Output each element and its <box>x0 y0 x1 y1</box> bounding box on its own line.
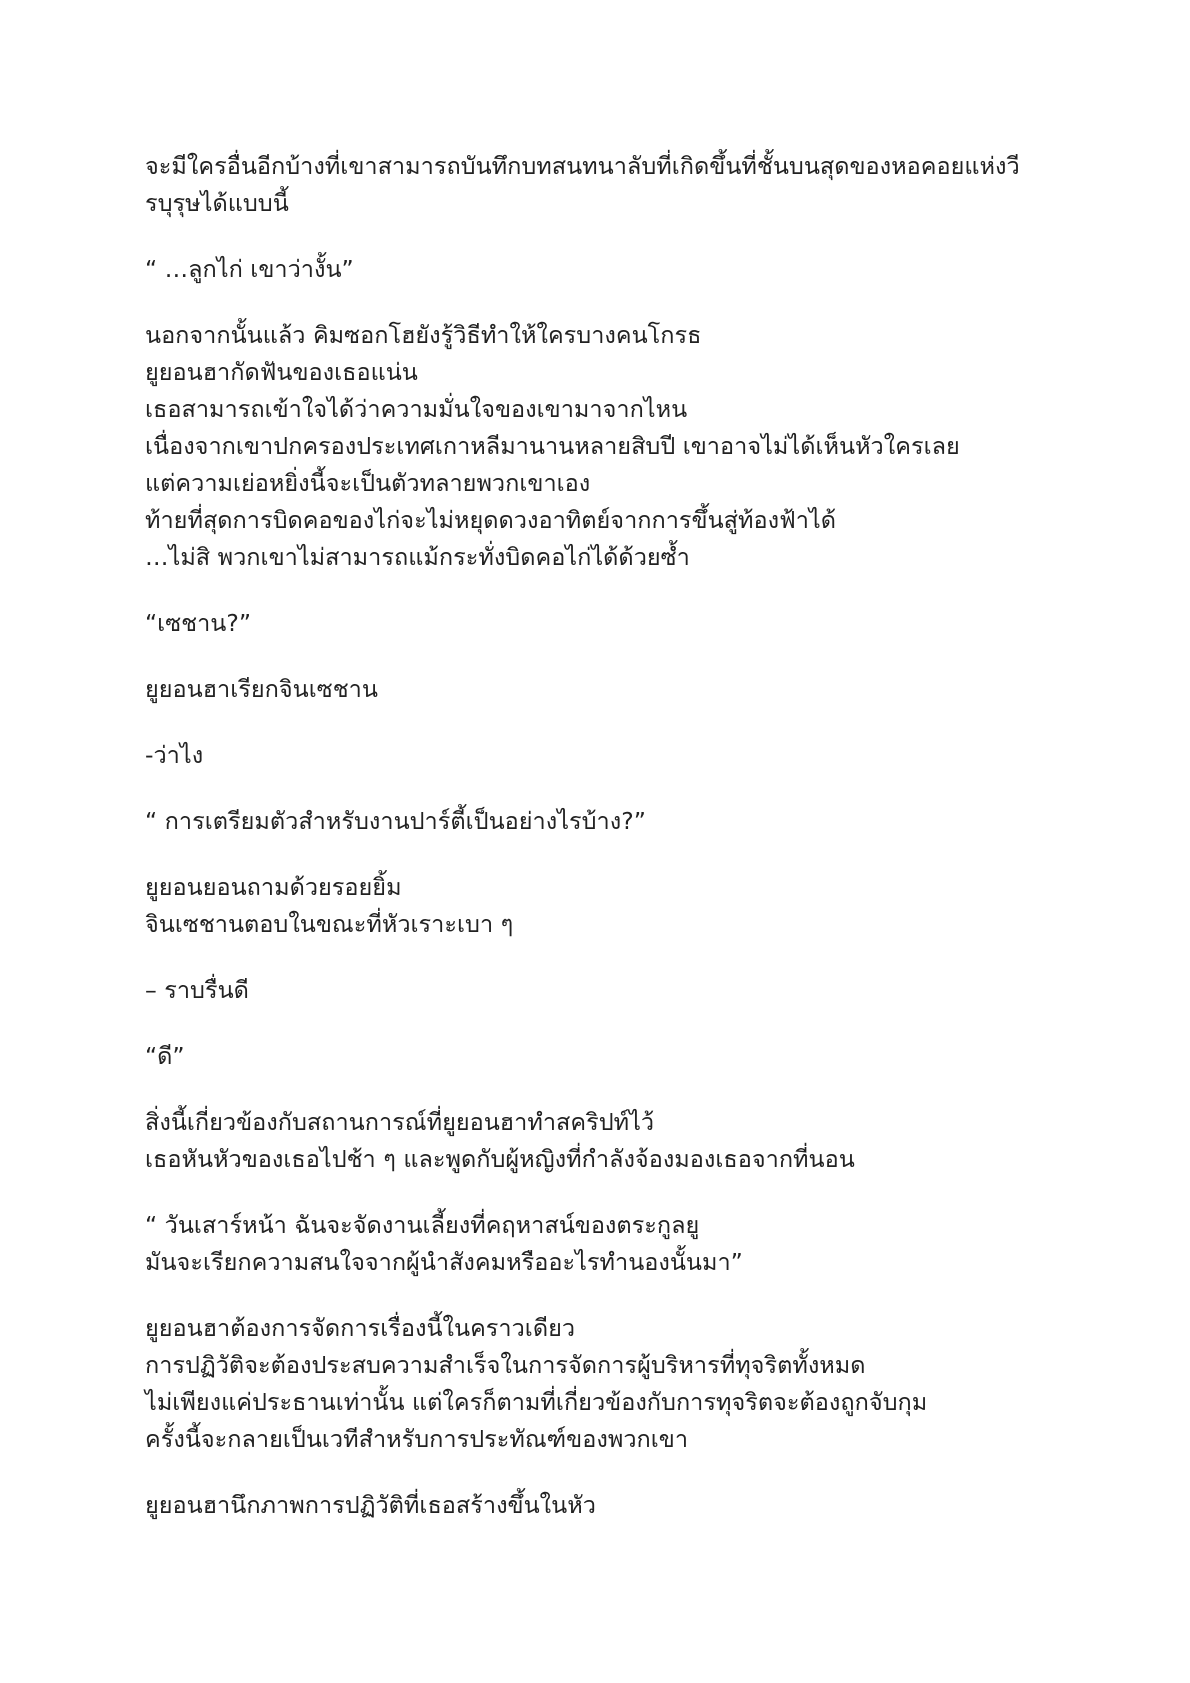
text-line: มันจะเรียกความสนใจจากผู้นำสังคมหรืออะไรทำนองนั้นมา” <box>145 1248 743 1276</box>
paragraph <box>145 737 1065 774</box>
text-line: จินเซชานตอบในขณะที่หัวเราะเบา ๆ <box>145 910 514 938</box>
text-line: ยูยอนฮานึกภาพการปฏิวัติที่เธอสร้างขึ้นในหัว <box>145 1491 596 1519</box>
paragraph <box>145 317 1065 576</box>
text-line: ยูยอนฮากัดฟันของเธอแน่น <box>145 358 418 386</box>
text-line: จะมีใครอื่นอีกบ้างที่เขาสามารถบันทึกบทสนทนาลับที่เกิดขึ้นที่ชั้นบนสุดของหอคอยแห่งวี <box>145 152 1020 180</box>
paragraph <box>145 1207 1065 1281</box>
paragraph <box>145 972 1065 1009</box>
paragraph <box>145 803 1065 840</box>
text-line: …ไม่สิ พวกเขาไม่สามารถแม้กระทั่งบิดคอไก่ได้ด้วยซ้ำ <box>145 543 690 571</box>
text-line: แต่ความเย่อหยิ่งนี้จะเป็นตัวทลายพวกเขาเอง <box>145 469 591 497</box>
paragraph <box>145 148 1065 222</box>
text-line: “ …ลูกไก่ เขาว่างั้น” <box>145 255 354 283</box>
text-line: ไม่เพียงแค่ประธานเท่านั้น แต่ใครก็ตามที่เกี่ยวข้องกับการทุจริตจะต้องถูกจับกุม <box>145 1388 928 1416</box>
text-line: – ราบรื่นดี <box>145 976 249 1004</box>
text-line: นอกจากนั้นแล้ว คิมซอกโฮยังรู้วิธีทำให้ใครบางคนโกรธ <box>145 321 702 349</box>
paragraph <box>145 605 1065 642</box>
text-line: ยูยอนยอนถามด้วยรอยยิ้ม <box>145 873 402 901</box>
text-line: การปฏิวัติจะต้องประสบความสำเร็จในการจัดการผู้บริหารที่ทุจริตทั้งหมด <box>145 1351 866 1379</box>
text-line: “ วันเสาร์หน้า ฉันจะจัดงานเลี้ยงที่คฤหาสน์ของตระกูลยู <box>145 1211 700 1239</box>
paragraph <box>145 1038 1065 1075</box>
text-line: ครั้งนี้จะกลายเป็นเวทีสำหรับการประทัณฑ์ของพวกเขา <box>145 1425 689 1453</box>
paragraph <box>145 869 1065 943</box>
text-line: “เซชาน?” <box>145 609 252 637</box>
text-line: รบุรุษได้แบบนี้ <box>145 189 289 217</box>
paragraph <box>145 251 1065 288</box>
text-line: เธอสามารถเข้าใจได้ว่าความมั่นใจของเขามาจากไหน <box>145 395 688 423</box>
text-line: เธอหันหัวของเธอไปช้า ๆ และพูดกับผู้หญิงที่กำลังจ้องมองเธอจากที่นอน <box>145 1145 855 1173</box>
text-line: “ดี” <box>145 1042 185 1070</box>
document-body <box>145 148 1065 1553</box>
text-line: สิ่งนี้เกี่ยวข้องกับสถานการณ์ที่ยูยอนฮาทำสคริปท์ไว้ <box>145 1108 655 1136</box>
text-line: -ว่าไง <box>145 741 204 769</box>
paragraph <box>145 1104 1065 1178</box>
text-line: เนื่องจากเขาปกครองประเทศเกาหลีมานานหลายสิบปี เขาอาจไม่ได้เห็นหัวใครเลย <box>145 432 960 460</box>
paragraph <box>145 1310 1065 1458</box>
text-line: “ การเตรียมตัวสำหรับงานปาร์ตี้เป็นอย่างไรบ้าง?” <box>145 807 646 835</box>
paragraph <box>145 671 1065 708</box>
text-line: ท้ายที่สุดการบิดคอของไก่จะไม่หยุดดวงอาทิตย์จากการขึ้นสู่ท้องฟ้าได้ <box>145 506 837 534</box>
text-line: ยูยอนฮาเรียกจินเซชาน <box>145 675 378 703</box>
text-line: ยูยอนฮาต้องการจัดการเรื่องนี้ในคราวเดียว <box>145 1314 576 1342</box>
paragraph <box>145 1487 1065 1524</box>
